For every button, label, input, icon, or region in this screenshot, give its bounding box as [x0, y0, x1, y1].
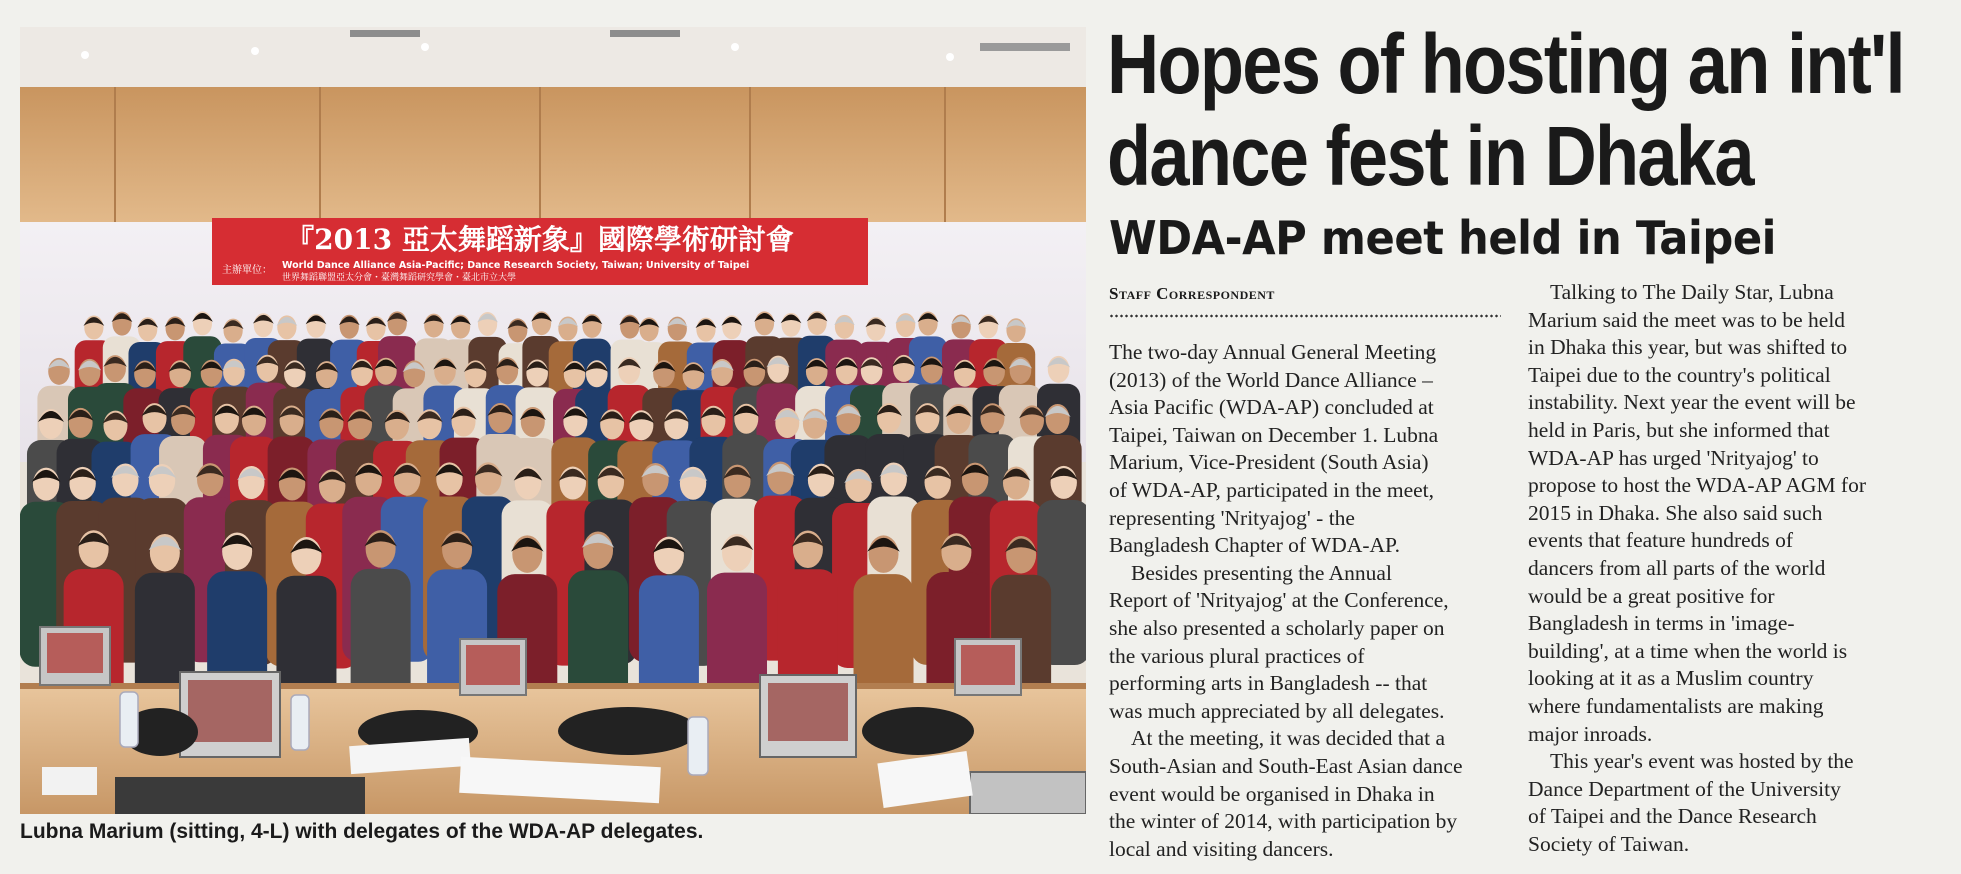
article-line: where fundamentalists are making — [1528, 693, 1824, 718]
article-line: events that feature hundreds of — [1528, 528, 1794, 553]
article-line: propose to host the WDA-AP AGM for — [1528, 473, 1867, 498]
byline: Staff Correspondent — [1109, 284, 1275, 303]
article-line: 2015 in Dhaka. She also said such — [1528, 500, 1823, 525]
banner-subtext-zh: 世界舞蹈聯盟亞太分會・臺灣舞蹈研究學會・臺北市立大學 — [282, 273, 517, 283]
article-line: WDA-AP has urged 'Nrityajog' to — [1528, 445, 1819, 470]
banner-label: 主辦單位： — [222, 265, 272, 276]
banner-text: 『2013 亞太舞蹈新象』國際學術研討會 — [286, 223, 794, 256]
article-column-2 — [1528, 279, 1948, 858]
article-line: Talking to The Daily Star, Lubna — [1550, 280, 1834, 304]
article-line: the winter of 2014, with participation by — [1109, 809, 1458, 834]
byline-divider — [1109, 314, 1501, 318]
article-line: of Taipei and the Dance Research — [1528, 804, 1817, 829]
article-column-1 — [1109, 339, 1509, 863]
article-line: Asia Pacific (WDA-AP) concluded at — [1109, 395, 1434, 420]
article-line: The two-day Annual General Meeting — [1109, 340, 1437, 364]
headline-line-2: dance fest in Dhaka — [1107, 109, 1753, 203]
subheadline: WDA-AP meet held in Taipei — [1109, 211, 1777, 265]
banner-subtext-en: World Dance Alliance Asia-Pacific; Dance Research Society, Taiwan; University of Taipei — [282, 260, 750, 271]
article-line: Dance Department of the University — [1528, 776, 1841, 801]
article-line: building', at a time when the world is — [1528, 638, 1848, 663]
article-line: dancers from all parts of the world — [1528, 555, 1826, 580]
article-line: Bangladesh Chapter of WDA-AP. — [1109, 533, 1400, 558]
article-line: Marium said the meet was to be held — [1528, 307, 1846, 332]
article-line: event would be organised in Dhaka in — [1109, 781, 1435, 806]
article-line: held in Paris, but she informed that — [1528, 417, 1830, 442]
article-line: looking at it as a Muslim country — [1528, 666, 1814, 691]
article-line: Taipei due to the country's political — [1528, 362, 1831, 387]
article-line: representing 'Nrityajog' - the — [1109, 505, 1355, 530]
article-line: (2013) of the World Dance Alliance – — [1109, 367, 1433, 392]
article-line: she also presented a scholarly paper on — [1109, 615, 1445, 640]
article-line: performing arts in Bangladesh -- that — [1109, 671, 1428, 696]
article-line: This year's event was hosted by the — [1550, 749, 1854, 774]
headline-line-1: Hopes of hosting an int'l — [1107, 17, 1904, 111]
article-line: major inroads. — [1528, 721, 1653, 746]
group-photo — [20, 27, 1086, 814]
article-line: the various plural practices of — [1109, 643, 1365, 668]
headline — [1107, 17, 1904, 203]
article-line: Marium, Vice-President (South Asia) — [1109, 450, 1429, 475]
article-line: local and visiting dancers. — [1109, 836, 1334, 861]
article-line: Bangladesh in terms in 'image- — [1528, 611, 1795, 636]
article-line: Besides presenting the Annual — [1131, 560, 1392, 585]
article-line: South-Asian and South-East Asian dance — [1109, 753, 1463, 778]
group-photo-illustration — [20, 27, 1086, 814]
article-line: was much appreciated by all delegates. — [1109, 698, 1445, 723]
article-line: of WDA-AP, participated in the meet, — [1109, 477, 1434, 502]
article-line: Report of 'Nrityajog' at the Conference, — [1109, 588, 1449, 613]
photo-caption: Lubna Marium (sitting, 4-L) with delegates of the WDA-AP delegates. — [20, 820, 704, 843]
article-line: would be a great positive for — [1528, 583, 1775, 608]
article-line: Society of Taiwan. — [1528, 831, 1690, 856]
article-line: At the meeting, it was decided that a — [1131, 726, 1446, 751]
article-line: instability. Next year the event will be — [1528, 390, 1856, 415]
article-line: in Dhaka this year, but was shifted to — [1528, 335, 1848, 360]
article-line: Taipei, Taiwan on December 1. Lubna — [1109, 422, 1439, 447]
